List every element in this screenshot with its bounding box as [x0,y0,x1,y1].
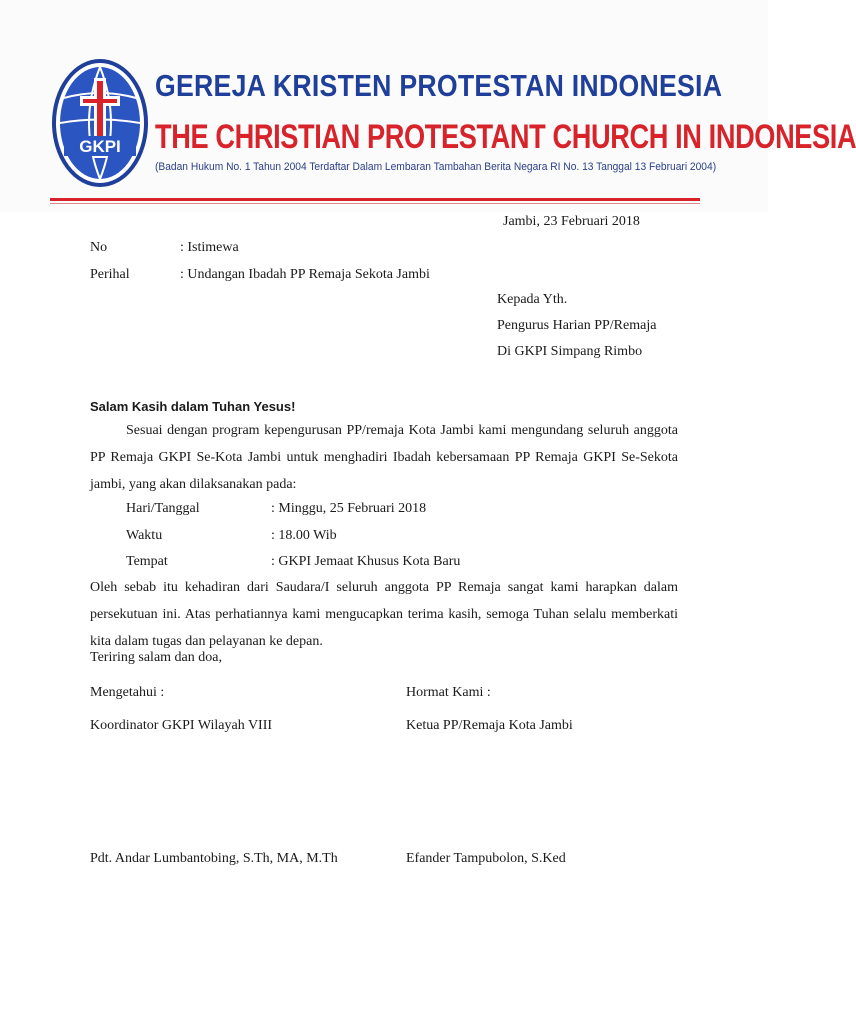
church-name-en: THE CHRISTIAN PROTESTANT CHURCH IN INDONESIA [155,118,856,156]
gkpi-logo-icon [50,58,150,188]
body-closing: Oleh sebab itu kehadiran dari Saudara/I seluruh anggota PP Remaja sangat kami harapkan dalam persekutuan ini. Atas perhatiannya kami mengucapkan terima kasih, semoga Tuhan selalu memberkati kita dalam tugas dan pelayanan ke depan. [90,580,678,649]
detail-label-place: Tempat [126,554,168,569]
church-name-id: GEREJA KRISTEN PROTESTAN INDONESIA [155,68,723,103]
right-sign-name: Efander Tampubolon, S.Ked [406,851,566,866]
detail-label-time: Waktu [126,528,163,543]
left-sign-heading: Mengetahui : [90,685,165,700]
recipient-line-2: Pengurus Harian PP/Remaja [497,318,657,333]
greeting: Salam Kasih dalam Tuhan Yesus! [90,399,296,414]
right-sign-title: Ketua PP/Remaja Kota Jambi [406,718,573,733]
letterhead [0,0,856,212]
logo-text: GKPI [79,137,121,156]
left-sign-name: Pdt. Andar Lumbantobing, S.Th, MA, M.Th [90,851,338,866]
letterhead-rule [50,198,700,201]
body-intro: Sesuai dengan program kepengurusan PP/remaja Kota Jambi kami mengundang seluruh anggota PP Remaja GKPI Se-Kota Jambi untuk menghadiri Ibadah kebersamaan PP Remaja GKPI Se-Sekota jambi, yang akan dilaksanakan pada: [90,423,678,492]
legal-note: (Badan Hukum No. 1 Tahun 2004 Terdaftar Dalam Lembaran Tambahan Berita Negara RI No. 13 Tanggal 13 Februari 2004) [155,161,717,173]
recipient-line-3: Di GKPI Simpang Rimbo [497,344,643,359]
detail-value-place: : GKPI Jemaat Khusus Kota Baru [271,554,461,569]
letterhead-rule-thin [50,203,700,204]
no-value: : Istimewa [180,240,239,255]
recipient-line-1: Kepada Yth. [497,292,568,307]
no-label: No [90,240,108,255]
detail-value-date: : Minggu, 25 Februari 2018 [271,501,427,516]
salutation: Teriring salam dan doa, [90,650,222,665]
right-sign-heading: Hormat Kami : [406,685,491,700]
perihal-value: : Undangan Ibadah PP Remaja Sekota Jambi [180,267,430,282]
perihal-label: Perihal [90,267,130,282]
left-sign-title: Koordinator GKPI Wilayah VIII [90,718,273,733]
place-date: Jambi, 23 Februari 2018 [503,214,640,229]
detail-label-date: Hari/Tanggal [126,501,200,516]
detail-value-time: : 18.00 Wib [271,528,337,543]
